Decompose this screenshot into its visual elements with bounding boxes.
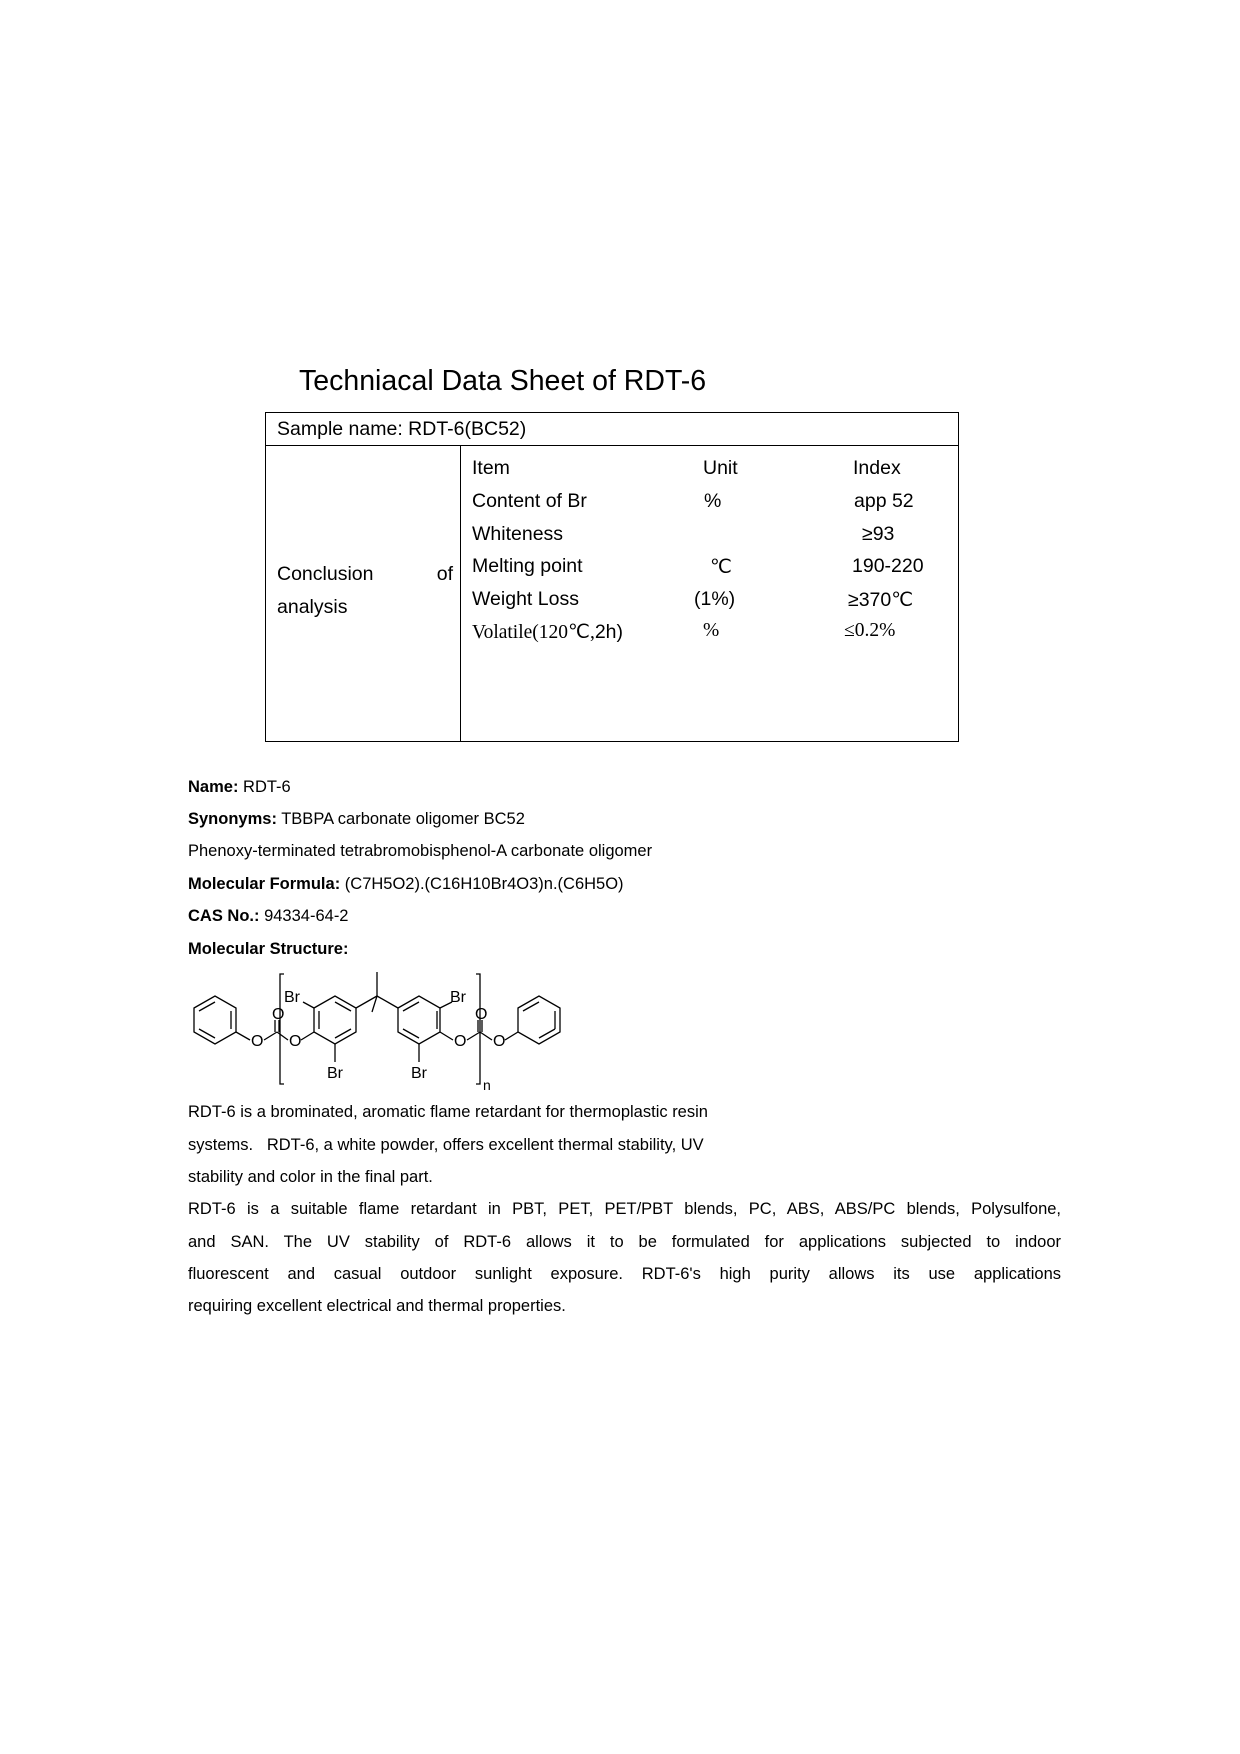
atom-labels xyxy=(251,989,505,1093)
oxygen-label: O xyxy=(251,1033,264,1050)
cas-value: 94334-64-2 xyxy=(259,907,349,925)
formula-label: Molecular Formula: xyxy=(188,875,341,893)
synonyms-value: TBBPA carbonate oligomer BC52 xyxy=(276,810,525,828)
bromine-label: Br xyxy=(327,1065,343,1082)
row-index: 190-220 xyxy=(852,555,924,577)
row-item-suffix: 2h) xyxy=(594,621,624,643)
repeat-unit-label: n xyxy=(483,1077,491,1093)
bond xyxy=(236,1032,250,1040)
bromine-label: Br xyxy=(284,989,300,1006)
header-item: Item xyxy=(472,457,510,479)
conclusion-word: Conclusion xyxy=(277,563,374,585)
row-unit: ℃ xyxy=(710,557,732,578)
br-bond xyxy=(303,1002,314,1008)
row-index: ≤0.2% xyxy=(844,620,896,641)
oxygen-label: O xyxy=(454,1033,467,1050)
formula-value: (C7H5O2).(C16H10Br4O3)n.(C6H5O) xyxy=(340,875,624,893)
bond xyxy=(467,1032,480,1040)
bromine-label: Br xyxy=(450,989,466,1006)
cas-line xyxy=(188,906,349,926)
oxygen-label: O xyxy=(289,1033,302,1050)
molecular-structure-diagram xyxy=(186,962,686,1094)
page-title: Techniacal Data Sheet of RDT-6 xyxy=(299,365,707,397)
brominated-ring-right xyxy=(398,996,440,1044)
header-unit: Unit xyxy=(703,457,738,479)
row-index: ≥370℃ xyxy=(848,589,914,611)
row-index: ≥93 xyxy=(862,523,895,545)
oxygen-label: O xyxy=(493,1033,506,1050)
brominated-ring-left xyxy=(314,996,356,1044)
row-item: Content of Br xyxy=(472,490,587,512)
bromine-label: Br xyxy=(411,1065,427,1082)
synonyms-label: Synonyms: xyxy=(188,810,277,828)
oxygen-label: O xyxy=(475,1006,488,1023)
of-word: of xyxy=(436,563,453,585)
cas-label: CAS No.: xyxy=(188,907,260,925)
description-p1-line: systems. RDT-6, a white powder, offers excellent thermal stability, UV xyxy=(188,1136,704,1154)
name-label: Name: xyxy=(188,778,239,796)
description-p1-line: stability and color in the final part. xyxy=(188,1168,433,1186)
bond xyxy=(277,1032,288,1040)
structure-label: Molecular Structure: xyxy=(188,940,349,958)
row-unit: (1%) xyxy=(694,588,736,610)
oxygen-label: O xyxy=(272,1006,285,1023)
structure-heading xyxy=(188,939,348,959)
description-p2-line: requiring excellent electrical and thermal properties. xyxy=(188,1297,566,1315)
conclusion-label-line2: analysis xyxy=(277,596,348,618)
sample-name-row xyxy=(266,413,958,446)
bond xyxy=(301,1032,314,1040)
description-p2-line: and SAN. The UV stability of RDT-6 allows it to be formulated for applications subjected to indoor xyxy=(188,1233,1061,1251)
row-item: Whiteness xyxy=(472,523,564,545)
bond xyxy=(440,1032,453,1040)
bond xyxy=(264,1032,277,1040)
synonym-2: Phenoxy-terminated tetrabromobisphenol-A carbonate oligomer xyxy=(188,842,653,860)
conclusion-cell xyxy=(266,446,461,741)
row-item-prefix: Volatile(120℃, xyxy=(472,622,595,643)
sample-name: Sample name: RDT-6(BC52) xyxy=(277,418,527,440)
description-p1-line: RDT-6 is a brominated, aromatic flame retardant for thermoplastic resin xyxy=(188,1103,708,1121)
conclusion-label-line1 xyxy=(277,563,453,586)
description-p2-line: RDT-6 is a suitable flame retardant in PBT, PET, PET/PBT blends, PC, ABS, ABS/PC blends, Polysulfone, xyxy=(188,1200,1061,1218)
bond xyxy=(377,996,398,1008)
bond-lines xyxy=(194,972,560,1084)
formula-line xyxy=(188,874,624,894)
description-p2-line: fluorescent and casual outdoor sunlight exposure. RDT-6's high purity allows its use applications xyxy=(188,1265,1061,1283)
bond xyxy=(505,1032,518,1040)
bond xyxy=(480,1032,492,1040)
header-index: Index xyxy=(853,457,901,479)
technical-data-table xyxy=(265,412,959,742)
row-unit: % xyxy=(703,620,720,641)
row-item xyxy=(472,620,623,644)
row-index: app 52 xyxy=(854,490,914,512)
name-value: RDT-6 xyxy=(238,778,291,796)
row-item: Weight Loss xyxy=(472,588,579,610)
synonyms-line xyxy=(188,809,525,829)
name-line xyxy=(188,777,291,797)
row-unit: % xyxy=(704,490,722,512)
right-phenyl-ring xyxy=(518,996,560,1044)
left-phenyl-ring xyxy=(194,996,236,1044)
row-item: Melting point xyxy=(472,555,583,577)
